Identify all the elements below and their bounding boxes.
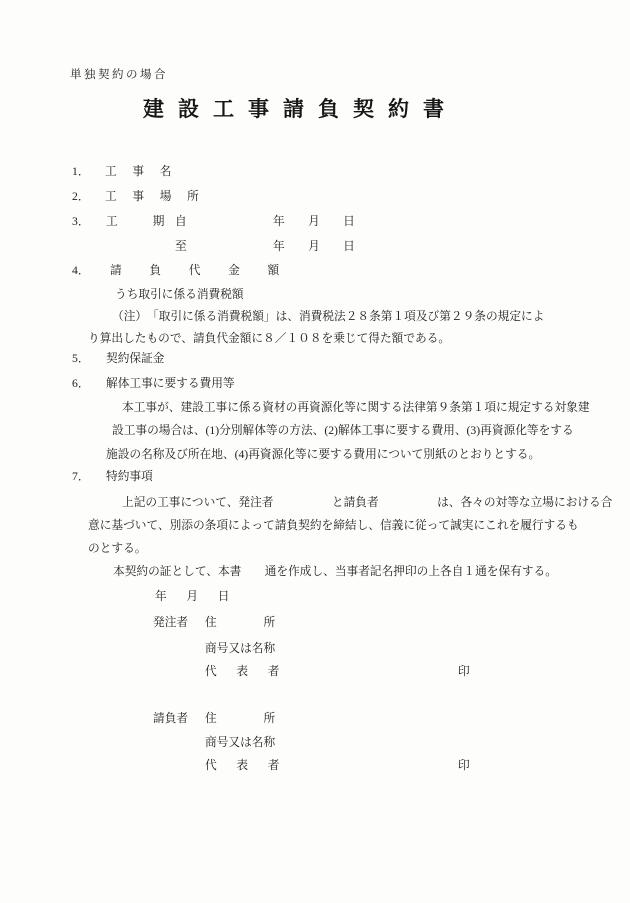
item-7-body-line-2: 意に基づいて、別添の条項によって請負契約を締結し、信義に従って誠実にこれを履行するも [88, 519, 579, 532]
item-3-to-label: 至 [175, 240, 187, 253]
item-4-label: 請 負 代 金 額 [110, 264, 288, 277]
item-4-note-line-1: （注） 「取引に係る消費税額」は、消費税法２８条第１項及び第２９条の規定によ [112, 310, 545, 323]
header-note: 単独契約の場合 [70, 69, 168, 81]
contract-date-placeholder: 年 月 日 [155, 590, 234, 603]
item-6-label: 解体工事に要する費用等 [106, 377, 235, 390]
orderer-address-label: 住 所 [205, 616, 276, 629]
item-5-number: 5． [72, 352, 90, 365]
item-7-number: 7． [72, 470, 90, 483]
orderer-seal-mark: 印 [458, 665, 470, 678]
item-3-from-date-placeholder: 年 月 日 [273, 215, 355, 228]
contractor-address-label: 住 所 [205, 712, 276, 725]
contractor-party-label: 請負者 [153, 712, 189, 725]
document-title: 建設工事請負契約書 [143, 97, 458, 121]
orderer-company-label: 商号又は名称 [205, 642, 276, 655]
item-6-body-line-3: 施設の名称及び所在地、(4)再資源化等に要する費用について別紙のとおりとする。 [106, 448, 541, 461]
item-2-number: 2． [72, 190, 90, 203]
item-7-body-line-1: 上記の工事について、発注者 と請負者 は、各々の対等な立場における合 [122, 496, 613, 509]
contractor-company-label: 商号又は名称 [205, 736, 276, 749]
item-1-number: 1． [72, 165, 90, 178]
orderer-representative-label: 代 表 者 [205, 665, 284, 678]
item-6-body-line-2: 設工事の場合は、(1)分別解体等の方法、(2)解体工事に要する費用、(3)再資源化等をする [112, 424, 574, 437]
item-6-number: 6． [72, 377, 90, 390]
item-6-body-line-1: 本工事が、建設工事に係る資材の再資源化等に関する法律第９条第１項に規定する対象建 [122, 401, 590, 414]
item-7-body-line-3: のとする。 [88, 542, 147, 555]
item-3-to-date-placeholder: 年 月 日 [273, 240, 355, 253]
item-5-label: 契約保証金 [106, 352, 165, 365]
attestation-line: 本契約の証として、本書 通を作成し、当事者記名押印の上各自１通を保有する。 [113, 565, 557, 578]
item-2-label: 工 事 場 所 [105, 190, 201, 203]
orderer-party-label: 発注者 [153, 616, 189, 629]
item-7-label: 特約事項 [106, 470, 153, 483]
item-4-number: 4． [72, 264, 90, 277]
item-1-label: 工 事 名 [105, 165, 174, 178]
item-4-consumption-tax-label: うち取引に係る消費税額 [115, 288, 244, 301]
item-3-from-label: 自 [175, 215, 187, 228]
contractor-seal-mark: 印 [458, 759, 470, 772]
contractor-representative-label: 代 表 者 [205, 759, 284, 772]
item-3-label: 工 期 [106, 215, 165, 228]
item-3-number: 3． [72, 215, 90, 228]
item-4-note-line-2: り算出したもので、請負代金額に８／１０８を乗じて得た額である。 [88, 332, 451, 345]
